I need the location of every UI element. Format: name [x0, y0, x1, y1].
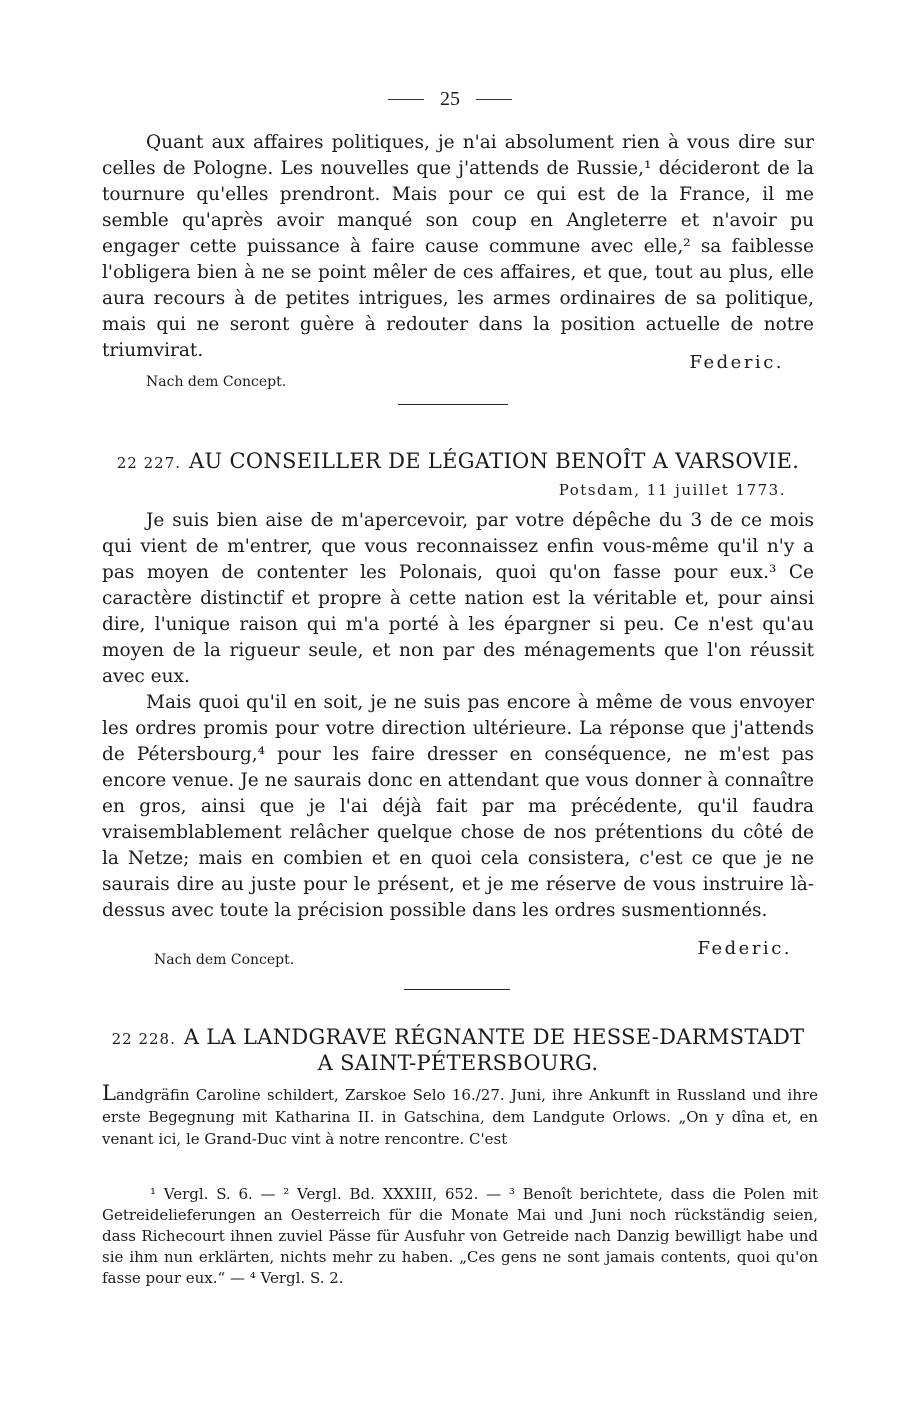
page-number: 25: [440, 88, 460, 110]
body-paragraph: Quant aux affaires politiques, je n'ai absolument rien à vous dire sur celles de Pologne. Les nouvelles que j'attends de Russie,¹ décideront de la tournure qu'elles prendront. Mais pour ce qui est de la France, il me semble qu'après avoir manqué son coup en Angleterre et n'avoir pu engager cette puissance à faire cause commune avec elle,² sa faiblesse l'obligera bien à ne se point mêler de ces affaires, et que, tout au plus, elle aura recours à de petites intrigues, les armes ordinaires de sa politique, mais qui ne seront guère à redouter dans la position actuelle de notre triumvirat.: [102, 132, 814, 361]
header-dash-right: [476, 99, 512, 100]
section-divider: [404, 989, 510, 990]
signature: Federic.: [697, 938, 792, 959]
letter-continuation: [102, 130, 814, 364]
body-paragraph: Je suis bien aise de m'apercevoir, par votre dépêche du 3 de ce mois qui vient de m'entrer, que vous reconnaissez enfin vous-même qu'il n'y a pas moyen de contenter les Polonais, quoi qu'on fasse pour eux.³ Ce caractère distinctif et propre à cette nation est la véritable et, pour ainsi dire, l'unique raison qui m'a porté à les épargner si peu. Ce n'est qu'au moyen de la rigueur seule, et non par des ménagements que l'on réussit avec eux.: [102, 510, 814, 687]
letter-heading: [102, 1024, 814, 1052]
letter-heading-line2: A SAINT-PÉTERSBOURG.: [317, 1051, 599, 1075]
signature: Federic.: [689, 352, 784, 373]
body-paragraph: Mais quoi qu'il en soit, je ne suis pas encore à même de vous envoyer les ordres promis pour votre direction ultérieure. La réponse que j'attends de Pétersbourg,⁴ pour les faire dresser en conséquence, ne m'est pas encore venue. Je ne saurais donc en attendant que vous donner à connaître en gros, ainsi que je l'ai déjà fait par ma précédente, qu'il faudra vraisemblablement relâcher quelque chose de nos prétentions du côté de la Netze; mais en combien et en quoi cela consistera, c'est ce que je ne saurais dire au juste pour le présent, et je me réserve de vous instruire là-dessus avec toute la précision possible dans les ordres susmentionnés.: [102, 692, 814, 921]
summary-text: andgräfin Caroline schildert, Zarskoe Selo 16./27. Juni, ihre Ankunft in Russland und ihre erste Begegnung mit Katharina II. in Gatschina, dem Landgute Orlows. „On y dîna et, en venant ici, le Grand-Duc vint à notre rencontre. C'est: [102, 1086, 818, 1148]
letter-body: [102, 508, 814, 924]
page-header: [0, 88, 900, 111]
dateline: Potsdam, 11 juillet 1773.: [558, 481, 786, 499]
section-divider: [398, 404, 508, 405]
header-dash-left: [388, 99, 424, 100]
letter-heading: [102, 448, 814, 476]
letter-number: 22 228.: [111, 1030, 176, 1048]
footnotes: ¹ Vergl. S. 6. — ² Vergl. Bd. XXXIII, 652. — ³ Benoît berichtete, dass die Polen mit Getreidelieferungen an Oesterreich für die Monate Mai und Juni noch rückständig seien, dass Richecourt ihnen zuviel Pässe für Ausfuhr von Getreide nach Danzig bewilligt habe und sie ihm nun erklärten, nichts mehr zu haben. „Ces gens ne sont jamais contents, quoi qu'on fasse pour eux.“ — ⁴ Vergl. S. 2.: [102, 1185, 818, 1287]
source-note: Nach dem Concept.: [146, 374, 287, 390]
letter-number: 22 227.: [116, 454, 182, 472]
letter-title: A LA LANDGRAVE RÉGNANTE DE HESSE-DARMSTADT: [183, 1025, 805, 1049]
source-note: Nach dem Concept.: [154, 952, 295, 968]
letter-summary: [102, 1082, 818, 1150]
drop-initial: L: [102, 1081, 116, 1105]
letter-title: AU CONSEILLER DE LÉGATION BENOÎT A VARSOVIE.: [189, 449, 800, 473]
